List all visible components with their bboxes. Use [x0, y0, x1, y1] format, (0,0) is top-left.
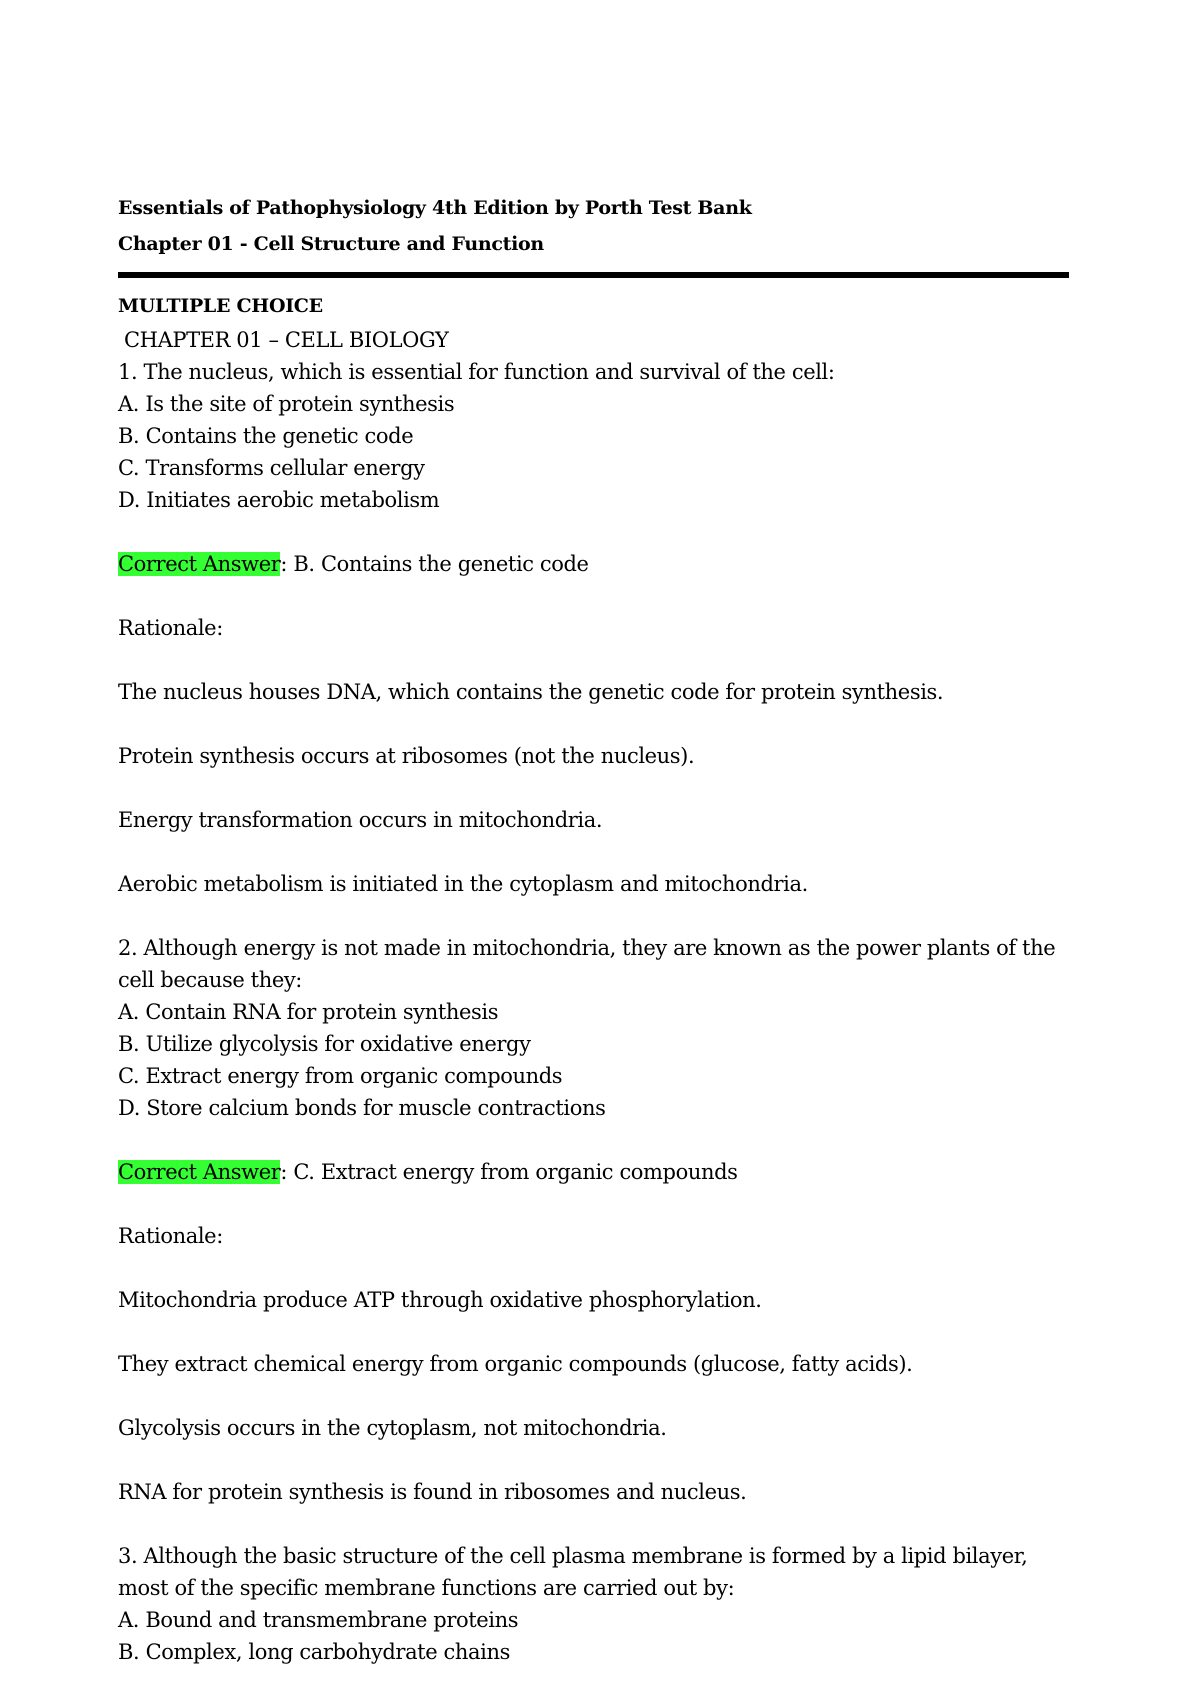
question-stem: 1. The nucleus, which is essential for function and survival of the cell: [118, 360, 835, 384]
section-title: MULTIPLE CHOICE [118, 295, 323, 317]
answer-option: B. Complex, long carbohydrate chains [118, 1640, 510, 1664]
document-title: Essentials of Pathophysiology 4th Edition by Porth Test Bank [118, 197, 752, 219]
rationale-line: The nucleus houses DNA, which contains the genetic code for protein synthesis. [118, 680, 944, 704]
question-1 [118, 356, 1088, 932]
rationale-line: RNA for protein synthesis is found in ribosomes and nucleus. [118, 1480, 747, 1504]
answer-option: A. Contain RNA for protein synthesis [118, 1000, 499, 1024]
question-stem: cell because they: [118, 968, 302, 992]
correct-answer-label: Correct Answer [118, 552, 281, 576]
question-stem: 2. Although energy is not made in mitochondria, they are known as the power plants of the [118, 936, 1056, 960]
chapter-label: CHAPTER 01 – CELL BIOLOGY [124, 328, 449, 352]
answer-option: A. Bound and transmembrane proteins [118, 1608, 519, 1632]
answer-option: B. Contains the genetic code [118, 424, 414, 448]
answer-option: C. Extract energy from organic compounds [118, 1064, 563, 1088]
question-3 [118, 1540, 1088, 1668]
answer-option: D. Store calcium bonds for muscle contractions [118, 1096, 606, 1120]
answer-option: D. Initiates aerobic metabolism [118, 488, 440, 512]
question-stem: 3. Although the basic structure of the cell plasma membrane is formed by a lipid bilayer, [118, 1544, 1028, 1568]
rationale-label: Rationale: [118, 1224, 223, 1248]
document-body [118, 324, 1088, 1668]
answer-option: B. Utilize glycolysis for oxidative energy [118, 1032, 531, 1056]
rationale-label: Rationale: [118, 616, 223, 640]
question-2 [118, 932, 1088, 1540]
correct-answer-label: Correct Answer [118, 1160, 281, 1184]
answer-option: A. Is the site of protein synthesis [118, 392, 455, 416]
correct-answer-text: : B. Contains the genetic code [280, 552, 589, 576]
chapter-heading: Chapter 01 - Cell Structure and Function [118, 233, 544, 255]
rationale-line: Protein synthesis occurs at ribosomes (not the nucleus). [118, 744, 695, 768]
rationale-line: Mitochondria produce ATP through oxidative phosphorylation. [118, 1288, 762, 1312]
document-page [118, 190, 1088, 1668]
answer-option: C. Transforms cellular energy [118, 456, 425, 480]
rationale-line: Aerobic metabolism is initiated in the cytoplasm and mitochondria. [118, 872, 808, 896]
correct-answer [118, 1156, 1088, 1188]
rationale-line: They extract chemical energy from organic compounds (glucose, fatty acids). [118, 1352, 913, 1376]
rationale-line: Energy transformation occurs in mitochondria. [118, 808, 603, 832]
header-divider [118, 272, 1069, 278]
rationale-line: Glycolysis occurs in the cytoplasm, not mitochondria. [118, 1416, 667, 1440]
correct-answer-text: : C. Extract energy from organic compounds [280, 1160, 738, 1184]
correct-answer [118, 548, 1088, 580]
question-stem: most of the specific membrane functions are carried out by: [118, 1576, 735, 1600]
